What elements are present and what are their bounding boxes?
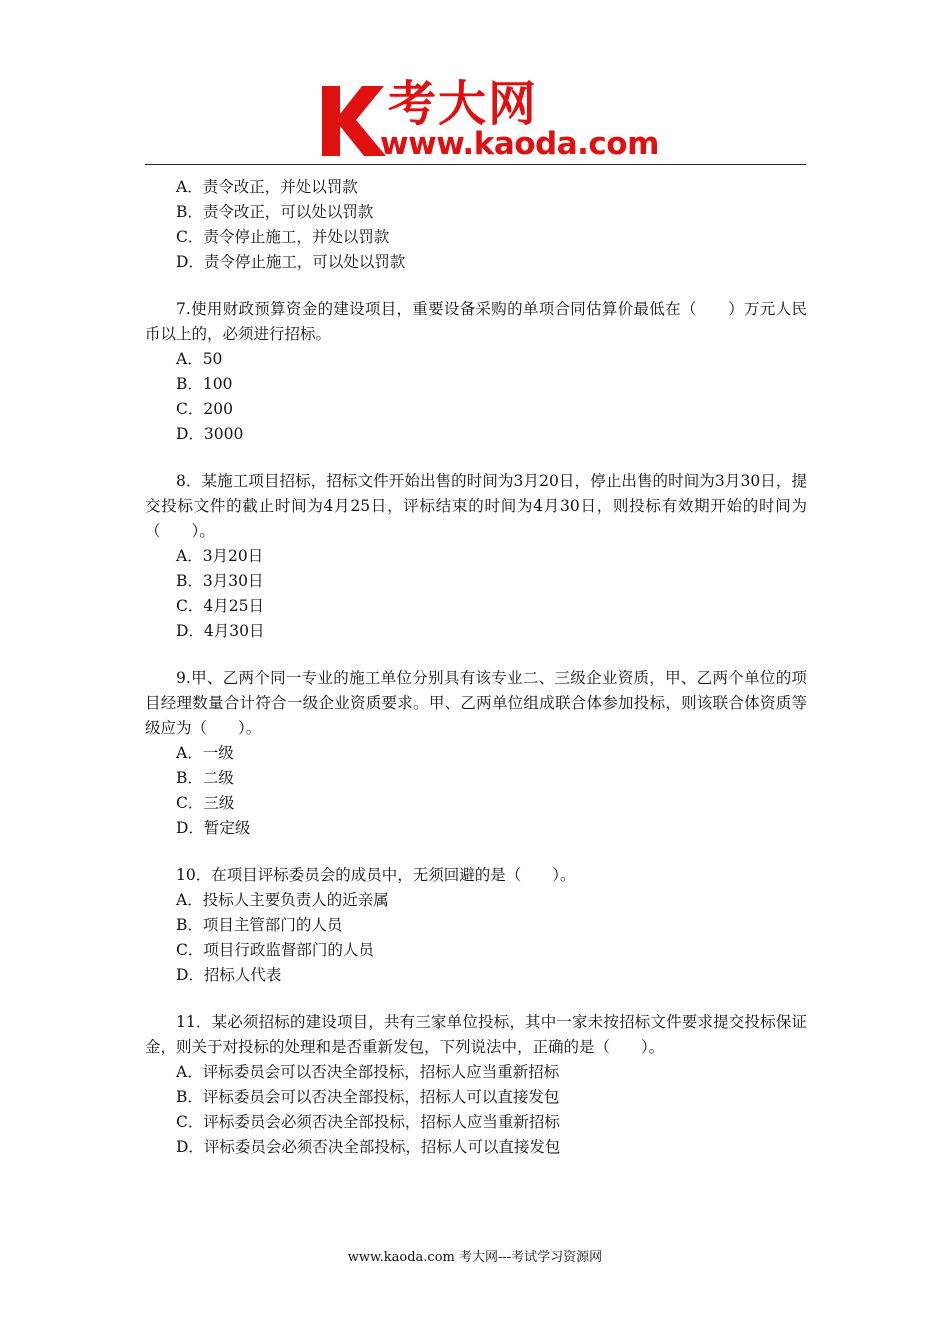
page-footer: www.kaoda.com 考大网---考试学习资源网: [347, 1250, 603, 1265]
option-b: B．责令改正，可以处以罚款: [176, 203, 374, 221]
question-text: 10．在项目评标委员会的成员中，无须回避的是（ ）。: [176, 866, 576, 884]
option-a: A．50: [176, 350, 223, 368]
question-9: [145, 666, 807, 841]
prev-question-options: [145, 175, 807, 275]
logo-url-text: www.kaoda.com: [380, 126, 659, 162]
document-body: [145, 175, 807, 1182]
option-a: A．一级: [176, 744, 234, 762]
option-c: C．4月25日: [176, 597, 264, 615]
k-logo-icon: [318, 80, 388, 162]
option-b: B．100: [176, 375, 233, 393]
question-11: [145, 1010, 807, 1160]
option-d: D．责令停止施工，可以处以罚款: [176, 253, 406, 271]
option-a: A．3月20日: [176, 547, 264, 565]
option-a: A．评标委员会可以否决全部投标，招标人应当重新招标: [176, 1063, 560, 1081]
option-b: B．3月30日: [176, 572, 264, 590]
question-text: 7.使用财政预算资金的建设项目，重要设备采购的单项合同估算价最低在（ ）万元人民币以上的，必须进行招标。: [145, 300, 807, 343]
option-c: C．评标委员会必须否决全部投标，招标人应当重新招标: [176, 1113, 560, 1131]
option-c: C．项目行政监督部门的人员: [176, 941, 374, 959]
question-text: 11．某必须招标的建设项目，共有三家单位投标，其中一家未按招标文件要求提交投标保证金，则关于对投标的处理和是否重新发包，下列说法中，正确的是（ ）。: [145, 1013, 807, 1056]
question-7: [145, 297, 807, 447]
option-c: C．三级: [176, 794, 235, 812]
option-a: A．投标人主要负责人的近亲属: [176, 891, 389, 909]
kaoda-logo: [318, 76, 659, 162]
option-b: B．项目主管部门的人员: [176, 916, 343, 934]
question-10: [145, 863, 807, 988]
header-divider: [145, 164, 806, 165]
option-b: B．评标委员会可以否决全部投标，招标人可以直接发包: [176, 1088, 560, 1106]
option-d: D．4月30日: [176, 622, 265, 640]
option-b: B．二级: [176, 769, 234, 787]
option-c: C．200: [176, 400, 233, 418]
logo-chinese-name: 考大网: [388, 76, 539, 132]
option-d: D．招标人代表: [176, 966, 282, 984]
option-a: A．责令改正，并处以罚款: [176, 178, 358, 196]
option-d: D．评标委员会必须否决全部投标，招标人可以直接发包: [176, 1138, 561, 1156]
question-text: 8．某施工项目招标，招标文件开始出售的时间为3月20日，停止出售的时间为3月30日，提交投标文件的截止时间为4月25日，评标结束的时间为4月30日，则投标有效期开始的时间为（ ）。: [145, 472, 807, 540]
option-d: D．3000: [176, 425, 244, 443]
option-d: D．暂定级: [176, 819, 251, 837]
question-text: 9.甲、乙两个同一专业的施工单位分别具有该专业二、三级企业资质，甲、乙两个单位的项目经理数量合计符合一级企业资质要求。甲、乙两单位组成联合体参加投标，则该联合体资质等级应为（ ）。: [145, 669, 807, 737]
question-8: [145, 469, 807, 644]
option-c: C．责令停止施工，并处以罚款: [176, 228, 390, 246]
